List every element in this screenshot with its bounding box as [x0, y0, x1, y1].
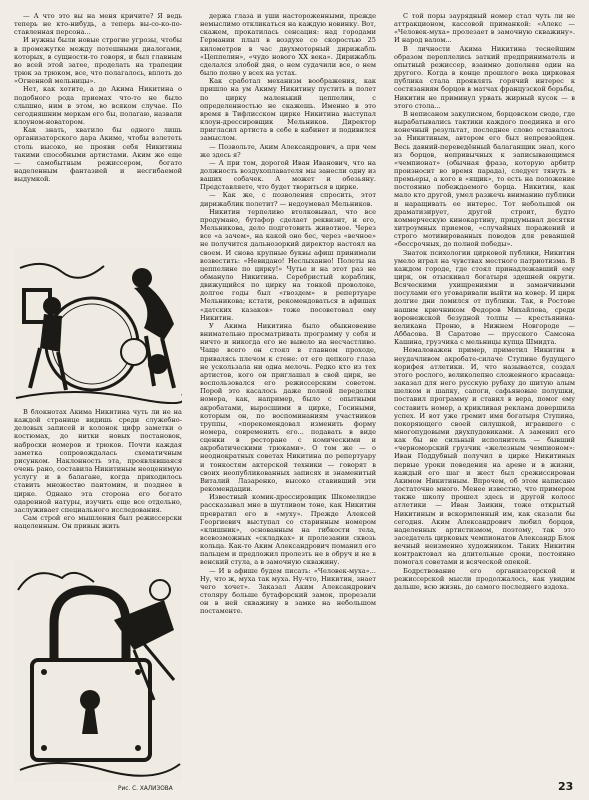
paragraph: Нет, как хотите, а до Акима Никитина о подобного рода приемах что-то не было слышно, ним в этом, во всяком случае. По сегодняшним меркам его бы, полагаю, назвали клоуном-новатором.	[14, 85, 182, 127]
illustration-credit: Рис. С. ХАЛИЗОВА	[118, 786, 173, 792]
paragraph: В блокнотах Акима Никитина чуть ли не на каждой странице видишь среди служебно-деловых записей и колонок цифр заметки о костюмах, до нитки новых постановок, наброски номеров и трюков. Почти каждая заметка сопровождалась схематичным рисунком. Наклонность эта, проявлявшаяся очень рано, составила Никитиным неоценимую услугу и в балагане, когда приходилось ставить множество пантомим, и позднее в цирке. Однако эта сторона его богато одаренной натуры, изучить еще все отдельно, заслуживает специального исследования.	[14, 408, 182, 514]
article-column-1-continued	[14, 408, 182, 530]
clown-with-hoop-illustration	[14, 248, 182, 404]
paragraph: Как сработал механизм воображения, как пришло на ум Акиму Никитину пустить в полет по цирку маленький цеппелин, с определенностью не скажешь. Именно в это время в Тифлисском цирке Никитина выступал клоун-дрессировщик Мельников. Директор пригласил артиста в себе в кабинет и подивился замыслом.	[200, 77, 376, 143]
paragraph: У Акима Никитина было обыкновение внимательно просматривать программу у себя и ничто и никогда его не вывело на несчастливо. Чаще всего он стоял в главном проходе, привалясь плечом к стене: от его цепкого глаза не ускользала ни одна мелочь. Редко кто из тех артистов, кого он приглашал в свой цирк, не воспользовался его режиссерским советом. Порой это касалось даже полной переделки номера, как, например, было с опытными акробатами, выросшими в цирке, Госиными, которым он, по воспоминаниям участников труппы, «порекомендовал изменить форму номера, современить его... подавать в виде сценки в ресторане с комическими и акробатическими трюками». О том же — о неоднократных советах Никитина по репертуару и тонкостям актерской техники — говорят в своих неопубликованных записях и знаменитый Виталий Лазаренко, высоко ставивший эти рекомендации.	[200, 321, 376, 494]
paragraph: — Как же, с позволения спросить, этот дирижаблик полетит? — недоумевал Мельников.	[200, 191, 376, 208]
paragraph: Как знать, хватило бы одного лишь организаторского дара Акиме, чтобы взлететь столь высоко, не прояви себя Никитины такими способными артистами. Аким же еще — самобытным режиссером, богато наделенным фантазией и несгибаемой выдумкой.	[14, 126, 182, 184]
article-column-1	[14, 12, 182, 183]
article-column-2	[200, 12, 376, 616]
paragraph: С той поры заурядный номер стал чуть ли не аттракционом, кассовой приманкой: «Алекс — «Человек-муха» пролезает в замочную скважину». И народ валом...	[394, 12, 575, 45]
paragraph: Бодрствование его организаторской и режиссерской мысли продолжалось, как увидим дальше, всю жизнь, до самого последнего вздоха.	[394, 566, 575, 591]
paragraph: Немаловажен пример, приметил Никитин в неудачливом акробате-силаче Ступине будущего корифея атлетики. И, что называется, создал этого рослого, великолепно сложенного красавца: заказал для него русскую рубаху до шитую алым шелком и шапку, сапоги, сафьяновые полушки, поставил программу и ставил в вера, помог ему составить номер, а крикливая реклама довершила успех. И вот уже гремит имя богатыря Ступина, покоряющего своей силушкой, игравшего с многопудовыми двухпудовиками. А заменил его как бы не сильный исполнитель — бывший «черноморский грузчик «железным чемпионом»: Иван Поддубный получил в цирке Никитиных первые уроки поведения на арене и в жизни, каждый его шаг и жест был срежиссирован Акимом Никитиным. Впрочем, об этом написано достаточно много. Менее известно, что примером также школу прошел здесь и другой колосс атлетики — Иван Заикин, тоже открытый Никитиным и вскормленный им, как сказали бы сегодня. Аким Александрович любил борцов, наделенных артистизмом, поэтому, так это заседатель цирковых чемпионатов Александр Блок вечный неизменно художником. Таких Никитин контрактовал на длительные сроки, постоянно помогал советами и всяческой опекой.	[394, 346, 575, 567]
paragraph: Известный комик-дрессировщик Шкомелидзе рассказывал мне в шутливом тоне, как Никитин превратил его в «муху». Прежде Алексей Георгиевич выступал со старинным номером «клишник», основанным на гибкости тела, всевозможных «складках» и пролезании сквозь кольца. Как-то Аким Александрович поманил его пальцем и предложил пролезть не в обруч и не в венский стула, а в замочную скважину.	[200, 493, 376, 567]
article-column-3	[394, 12, 575, 591]
paragraph: Сам строй его мышления был режиссерски нацеленным. Он привык жить	[14, 514, 182, 531]
padlock-drawing	[14, 560, 182, 782]
padlock-illustration	[14, 560, 182, 782]
paragraph: В неписаном закулисном, борцовском своде, где вырабатывались тактики каждого поединка и его конечный результат, последнее слово оставалось за Никитиным, автором его был непревзойден. Весь давний-переведённый балаганщик знал, кого из борцов, непривычных к записывающимся «чемпионат» (обычная фраза, которую арбитр произносит во время парада), следует тянуть в премьеры, а кого в «ящик», то есть на положение постоянно побеждаемого борца. Никитин, как мало кто другой, умел разжечь вниманию публики и наращивать ее интерес. Тот небольшой он драматизирует, другой строит, будто коммерческую кинокартину, придумывал десятки хитроумных приемов, «случайных поражений и строго мотивированных поводов для реваншей «бессрочных, до полной победы».	[394, 109, 575, 249]
paragraph: держа глаза и уши настороженными, прежде немыслимо откликаться на каждую новинку. Вот, скажем, прокатилась сенсация: над городами Германии плыл в воздухе со скоростью 25 километров в час двухмоторный дирижабль «Цеппелин», «чудо нового XX века». Дирижабль сделался злобой дня, о нем судачили все, о нем было полно у всех на устах.	[200, 12, 376, 78]
paragraph: — А при том, дорогой Иван Иванович, что на должность воздухоплавателя мы занесли одну из ваших собачек. А может и обезьяну. Представляете, что будет твориться в цирке.	[200, 158, 376, 192]
paragraph: И нужны были новые строгие угрозы, чтобы в промежутке между потешными диалогами, которых, в сущности-то говоря, и был главным во всей этой затее, проделать на трапеции трюк за трюком, все, что полагалось, вплоть до «Огненной мельницы».	[14, 36, 182, 86]
paragraph: — А что это вы на меня кричите? Я ведь теперь не кто-нибудь, а теперь вы-со-ко-по-ставленная персона...	[14, 12, 182, 37]
paragraph: — И в афише будем писать: «Человек-муха»... Ну, что ж, муха так муха. Ну-что, Никитин, знает чего хочет». Заказал Аким Александрович столяру больше бутафорский замок, прорезали он в ней скважину в замке на небольшом постаменте.	[200, 566, 376, 616]
paragraph: В личности Акима Никитина теснейшим образом переплелись заткий предприниматель и опытный режиссер, взаимно дополняя один на другого. Когда в конце прошлого века цирковая публика стала проявлять горячий интерес к состязаниям борцов в матчах французской борьбы, Никитин не приминул урвать жирный кусок — в этого стола...	[394, 44, 575, 110]
page-number: 23	[558, 780, 574, 793]
paragraph: Никитин терпеливо втолковывал, что все продумано, бутафор сделает реквизит, и его, Мельникова, дело подготовить животное. Через все «а зачем», на какой оно бес, через «вечное» не получится дальнозоркий директор настоял на своем. И снова крупные буквы афиш принимали возвестить: «Невидано! Неслыханно! Полеты на цеппелине по цирку!» Чутье и на этот раз не обмануло Никитина. Серебристый кораблик, движущийся по цирку на тонкой проволоке, долгое годы был «гвоздем» в репертуаре Мельникова; кстати, рекомендоваться в афишах «датских казаков» тоже посоветовал ему Никитин.	[200, 207, 376, 322]
paragraph: — Позвольте, Аким Александрович, а при чем же здесь я?	[200, 142, 376, 159]
paragraph: Знаток психологии цирковой публики, Никитин умело играл на чувствах местного патриотизма. В каждом городе, где стоял принадлежавший ему цирк, он отыскивал богатыря здешней округи. Всяческими ухищрениями и заманчивыми посулами его уговаривали выйти на ковер. И цирк долгие дни ломился от публики. Так, в Ростове нашим крючником Федоров Михайлова, среди воронежской безудной толпы — крестьянина-великана Проню, в Нижнем Новгороде — Аббасова. В Саратове — прусского Самсона Кашина, грузчика с мельницы купца Шмидта.	[394, 248, 575, 347]
clown-drawing	[14, 248, 182, 404]
